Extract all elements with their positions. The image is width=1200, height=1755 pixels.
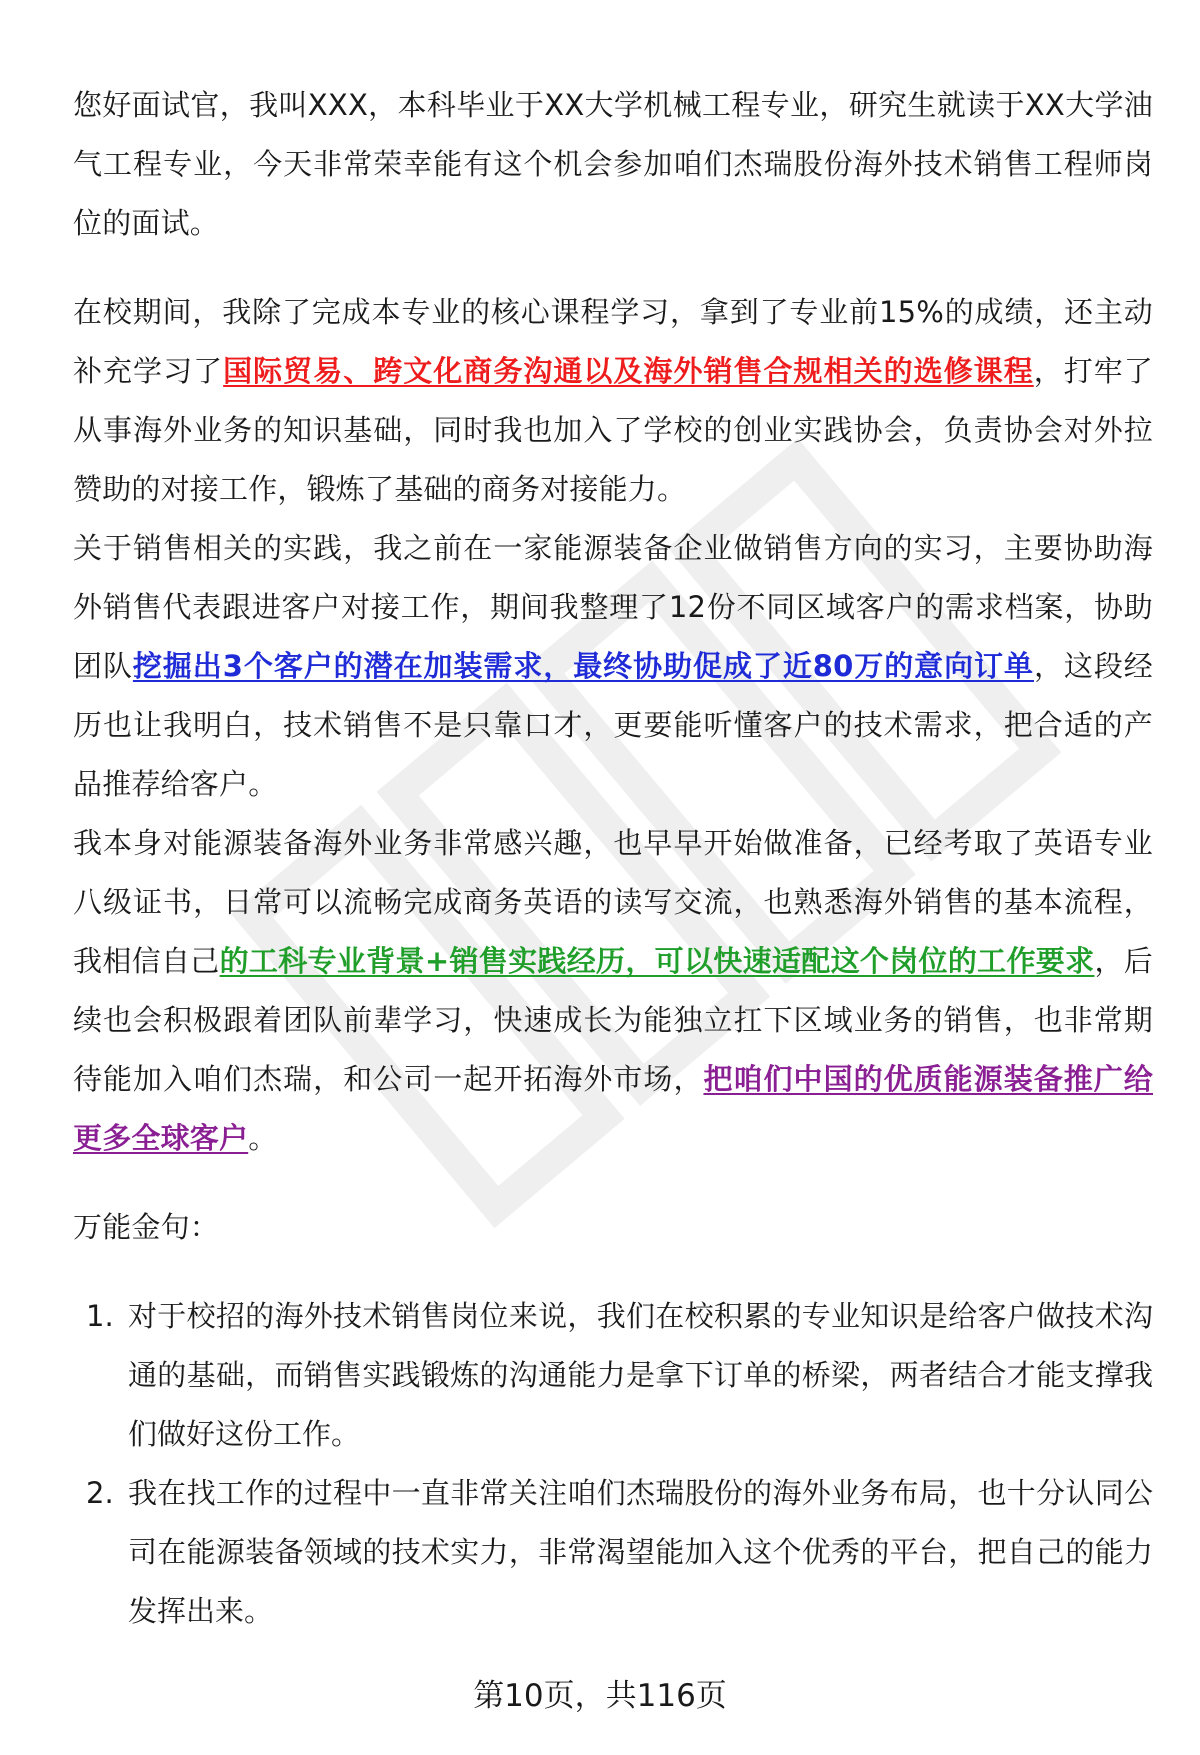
document-body xyxy=(73,76,1153,1641)
practice-text-after: ，这段经历也让我明白，技术销售不是只靠口才，更要能听懂客户的技术需求，把合适的产品推荐给客户。 xyxy=(73,649,1153,801)
practice-paragraph xyxy=(73,519,1153,814)
motivation-text-before: 我本身对能源装备海外业务非常感兴趣，也早早开始做准备，已经考取了英语专业八级证书，日常可以流畅完成商务英语的读写交流，也熟悉海外销售的基本流程，我相信自己 xyxy=(73,826,1153,978)
list-item xyxy=(73,1287,1153,1464)
list-item-text: 对于校招的海外技术销售岗位来说，我们在校积累的专业知识是给客户做技术沟通的基础，而销售实践锻炼的沟通能力是拿下订单的桥梁，两者结合才能支撑我们做好这份工作。 xyxy=(128,1299,1153,1451)
motivation-highlight-green: 的工科专业背景+销售实践经历，可以快速适配这个岗位的工作要求 xyxy=(219,944,1095,978)
golden-sentences-heading: 万能金句： xyxy=(73,1210,220,1244)
motivation-paragraph xyxy=(73,814,1153,1168)
practice-text-before: 关于销售相关的实践，我之前在一家能源装备企业做销售方向的实习，主要协助海外销售代表跟进客户对接工作，期间我整理了12份不同区域客户的需求档案，协助团队 xyxy=(73,531,1153,683)
intro-paragraph: 您好面试官，我叫XXX，本科毕业于XX大学机械工程专业，研究生就读于XX大学油气工程专业，今天非常荣幸能有这个机会参加咱们杰瑞股份海外技术销售工程师岗位的面试。 xyxy=(73,88,1153,240)
campus-paragraph xyxy=(73,283,1153,519)
campus-highlight-red: 国际贸易、跨文化商务沟通以及海外销售合规相关的选修课程 xyxy=(223,354,1034,388)
campus-text-after: ，打牢了从事海外业务的知识基础，同时我也加入了学校的创业实践协会，负责协会对外拉赞助的对接工作，锻炼了基础的商务对接能力。 xyxy=(73,354,1153,506)
motivation-highlight-purple: 把咱们中国的优质能源装备推广给更多全球客户 xyxy=(73,1062,1153,1155)
motivation-text-after: 。 xyxy=(248,1121,278,1155)
practice-highlight-blue: 挖掘出3个客户的潜在加装需求，最终协助促成了近80万的意向订单 xyxy=(132,649,1034,683)
campus-text-before: 在校期间，我除了完成本专业的核心课程学习，拿到了专业前15%的成绩，还主动补充学习了 xyxy=(73,295,1153,388)
list-item-text: 我在找工作的过程中一直非常关注咱们杰瑞股份的海外业务布局，也十分认同公司在能源装备领域的技术实力，非常渴望能加入这个优秀的平台，把自己的能力发挥出来。 xyxy=(128,1476,1153,1628)
page-number: 第10页，共116页 xyxy=(473,1678,727,1714)
list-item-number: 2. xyxy=(86,1476,114,1510)
list-item xyxy=(73,1464,1153,1641)
golden-sentences-list xyxy=(73,1287,1153,1641)
list-item-number: 1. xyxy=(86,1299,114,1333)
motivation-text-middle: ，后续也会积极跟着团队前辈学习，快速成长为能独立扛下区域业务的销售，也非常期待能加入咱们杰瑞，和公司一起开拓海外市场， xyxy=(73,944,1153,1096)
